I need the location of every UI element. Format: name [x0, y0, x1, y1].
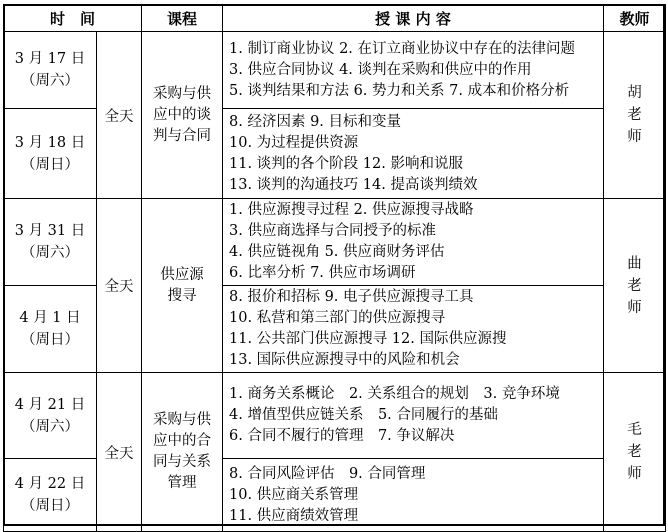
content-line: 6. 合同不履行的管理 7. 争议解决 [229, 428, 455, 444]
content-line: 4. 供应链视角 5. 供应商财务评估 [229, 244, 445, 260]
duration-cell: 全天 [97, 32, 142, 199]
session-weekday: （周日） [21, 498, 79, 514]
content-line: 8. 合同风险评估 9. 合同管理 [229, 465, 426, 482]
course-name-line: 同与关系 [153, 454, 212, 470]
teacher-char: 老 [627, 277, 642, 294]
duration-cell: 全天 [97, 373, 142, 532]
teacher-char: 胡 [627, 85, 642, 101]
header-course: 课程 [142, 5, 223, 32]
session-weekday: （周日） [21, 332, 79, 348]
content-line: 3. 供应商选择与合同授予的标准 [229, 223, 436, 239]
teacher-char: 老 [627, 107, 642, 123]
header-content: 授 课 内 容 [223, 5, 604, 32]
content-line: 3. 供应合同协议 4. 谈判在采购和供应中的作用 [229, 61, 532, 78]
course-name-line: 应中的合 [153, 433, 212, 449]
course-name-line: 供应源 [160, 266, 204, 283]
teacher-char: 师 [627, 129, 642, 145]
teacher-char: 毛 [627, 422, 642, 438]
content-line: 8. 经济因素 9. 目标和变量 [229, 113, 402, 130]
content-line: 10. 私营和第三部门的供应源搜寻 [229, 310, 446, 326]
session-weekday: （周六） [21, 418, 79, 435]
teacher-char: 曲 [627, 255, 642, 272]
session-date: 4 月 1 日 [19, 310, 81, 326]
session-weekday: （周六） [21, 245, 79, 261]
content-line: 10. 供应商关系管理 [229, 486, 359, 503]
course-name-line: 搜寻 [167, 287, 197, 304]
content-line: 11. 供应商绩效管理 [229, 507, 359, 524]
course-name-line: 采购与供 [153, 85, 212, 102]
course-name-line: 判与合同 [153, 127, 212, 144]
content-line: 13. 国际供应源搜寻中的风险和机会 [229, 352, 460, 368]
header-time: 时 间 [4, 5, 142, 32]
session-weekday: （周六） [21, 73, 79, 89]
session-date: 4 月 22 日 [14, 476, 86, 492]
content-line: 5. 谈判结果和方法 6. 势力和关系 7. 成本和价格分析 [229, 82, 570, 99]
teacher-char: 老 [627, 444, 642, 460]
content-line: 1. 商务关系概论 2. 关系组合的规划 3. 竞争环境 [229, 386, 560, 402]
course-name-line: 应中的谈 [153, 106, 212, 123]
content-line: 10. 为过程提供资源 [229, 134, 359, 151]
content-line: 6. 比率分析 7. 供应市场调研 [229, 265, 416, 281]
session-date: 3 月 18 日 [14, 134, 86, 151]
content-line: 11. 谈判的各个阶段 12. 影响和说服 [229, 155, 463, 172]
session-date: 3 月 31 日 [14, 223, 86, 239]
content-line: 1. 供应源搜寻过程 2. 供应源搜寻战略 [229, 202, 474, 218]
session-weekday: （周日） [21, 156, 79, 173]
table-outer-border [3, 4, 665, 526]
content-line: 4. 增值型供应链关系 5. 合同履行的基础 [229, 407, 498, 423]
content-line: 1. 制订商业协议 2. 在订立商业协议中存在的法律问题 [229, 40, 576, 57]
teacher-char: 师 [627, 466, 642, 482]
content-line: 11. 公共部门供应源搜寻 12. 国际供应源搜 [229, 331, 507, 347]
session-date: 3 月 17 日 [14, 51, 86, 67]
duration-cell: 全天 [97, 199, 142, 373]
content-line: 13. 谈判的沟通技巧 14. 提高谈判绩效 [229, 176, 478, 193]
course-name-line: 采购与供 [153, 412, 212, 428]
session-date: 4 月 21 日 [14, 396, 86, 413]
course-name-line: 管理 [167, 475, 197, 491]
teacher-char: 师 [627, 299, 642, 316]
header-teacher: 教师 [604, 5, 666, 32]
content-line: 8. 报价和招标 9. 电子供应源搜寻工具 [229, 289, 474, 305]
